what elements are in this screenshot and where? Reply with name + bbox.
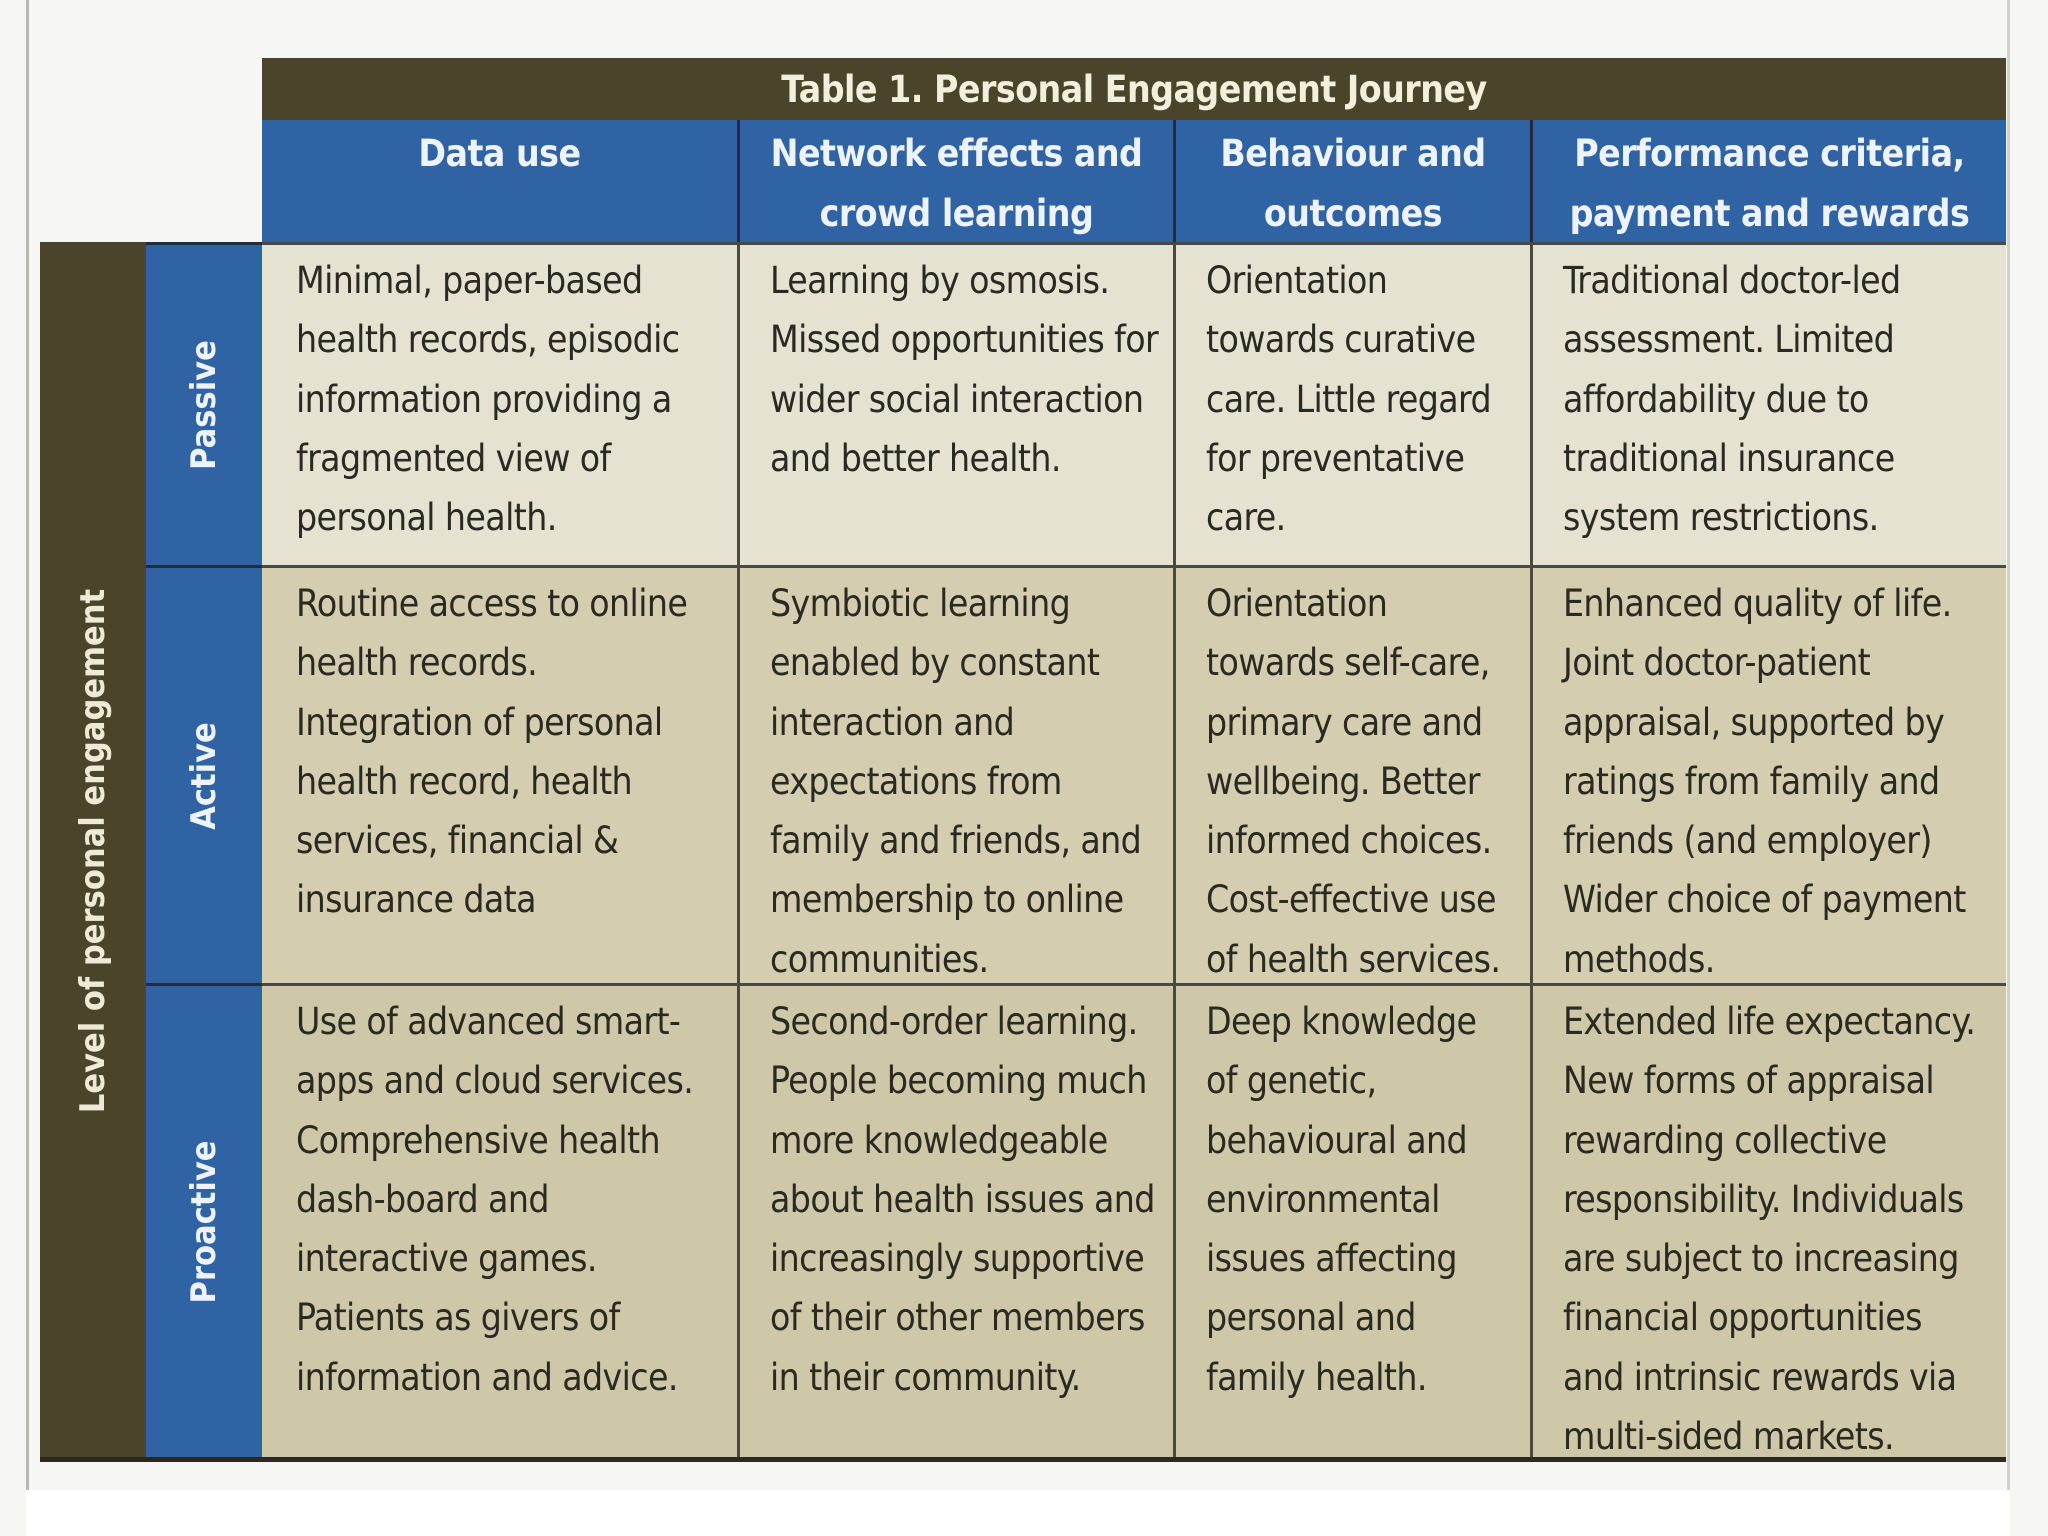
row-label-passive-text: Passive (184, 340, 224, 470)
column-header-data-use: Data use (262, 120, 740, 242)
row-label-active (146, 565, 262, 983)
table-bottom-rule (40, 1457, 2006, 1462)
row-label-active-text: Active (184, 721, 224, 830)
table-cell-passive-performance: Traditional doctor-led assessment. Limited affordability due to traditional insurance system restrictions. (1533, 242, 2006, 565)
table-cell-active-network: Symbiotic learning enabled by constant interaction and expectations from family and friends, and membership to online communities. (740, 565, 1176, 983)
table-cell-proactive-performance: Extended life expectancy. New forms of appraisal rewarding collective responsibility. Individuals are subject to increasing financial opportunities and intrinsic rewards via multi-sided markets. (1533, 983, 2006, 1457)
table-cell-passive-network: Learning by osmosis. Missed opportunities for wider social interaction and better health. (740, 242, 1176, 565)
table-cell-proactive-network: Second-order learning. People becoming much more knowledgeable about health issues and increasingly supportive of their other members in their community. (740, 983, 1176, 1457)
table-cell-active-performance: Enhanced quality of life. Joint doctor-patient appraisal, supported by ratings from family and friends (and employer) Wider choice of payment methods. (1533, 565, 2006, 983)
table-cell-proactive-behaviour: Deep knowledge of genetic, behavioural and environmental issues affecting personal and family health. (1176, 983, 1533, 1457)
table-cell-proactive-data-use: Use of advanced smart-apps and cloud services. Comprehensive health dash-board and interactive games. Patients as givers of information and advice. (262, 983, 740, 1457)
table-cell-passive-behaviour: Orientation towards curative care. Little regard for preventative care. (1176, 242, 1533, 565)
row-label-proactive-text: Proactive (184, 1139, 224, 1304)
table-cell-active-behaviour: Orientation towards self-care, primary care and wellbeing. Better informed choices. Cost-effective use of health services. (1176, 565, 1533, 983)
row-label-proactive (146, 983, 262, 1457)
table-title: Table 1. Personal Engagement Journey (262, 58, 2006, 120)
column-header-network-effects: Network effects and crowd learning (740, 120, 1176, 242)
engagement-axis-label: Level of personal engagement (73, 588, 113, 1114)
row-label-passive (146, 242, 262, 565)
column-header-performance: Performance criteria, payment and rewards (1533, 120, 2006, 242)
column-header-behaviour: Behaviour and outcomes (1176, 120, 1533, 242)
table-cell-passive-data-use: Minimal, paper-based health records, episodic information providing a fragmented view of personal health. (262, 242, 740, 565)
table-cell-active-data-use: Routine access to online health records. Integration of personal health record, health services, financial & insurance data (262, 565, 740, 983)
